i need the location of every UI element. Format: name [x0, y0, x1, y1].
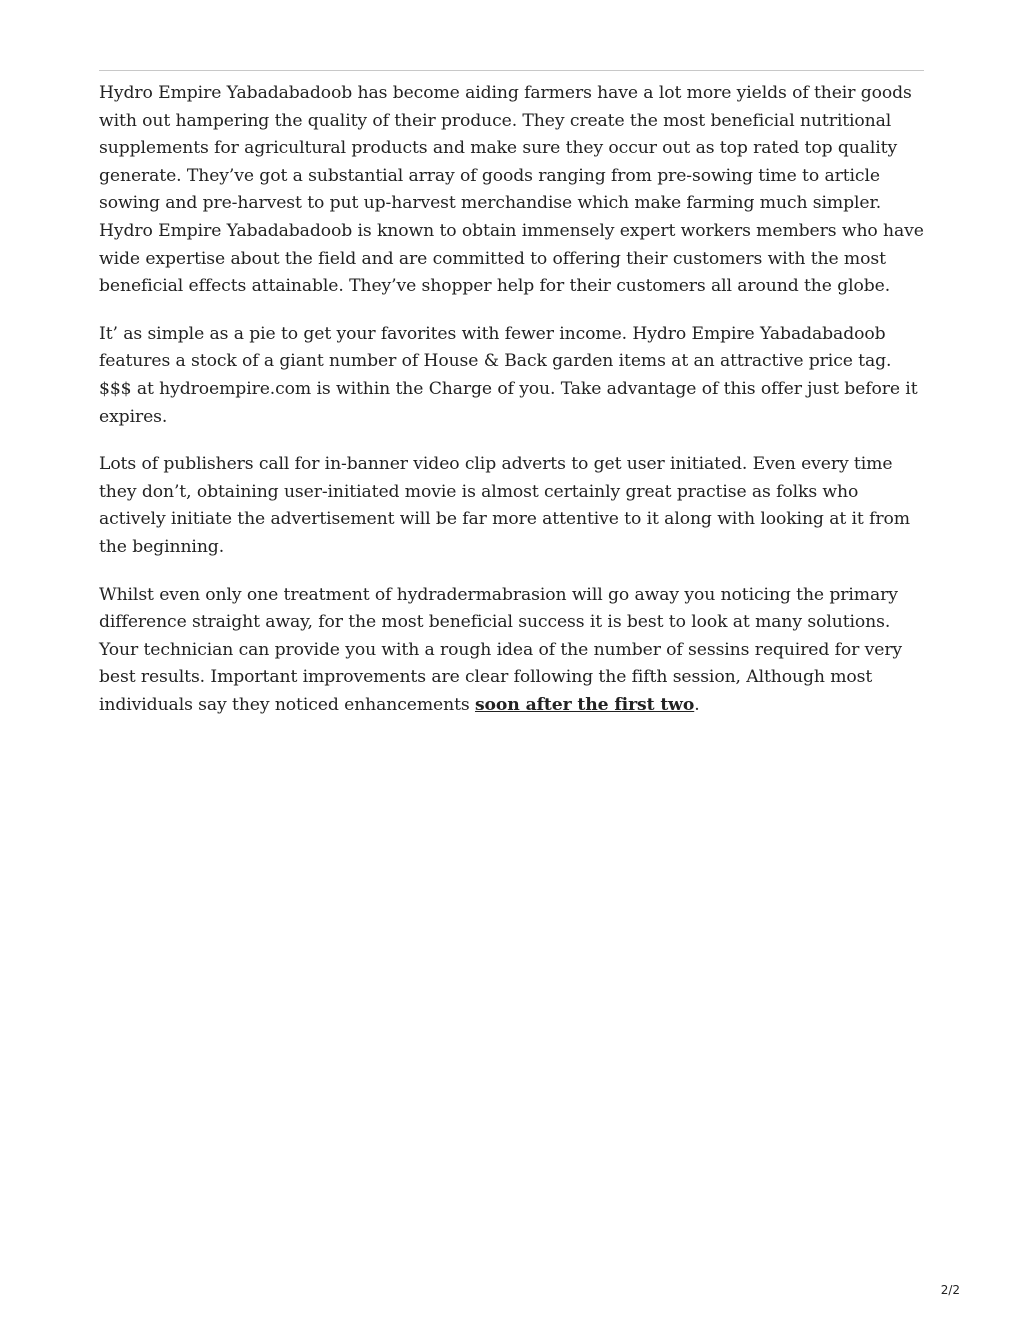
paragraph-1: Hydro Empire Yabadabadoob has become aiding farmers have a lot more yields of their goods with out hampering the quality of their produce. They create the most beneficial nutritional supplements for agricultural products and make sure they occur out as top rated top quality generate. They’ve got a substantial array of goods ranging from pre-sowing time to article sowing and pre-harvest to put up-harvest merchandise which make farming much simpler. Hydro Empire Yabadabadoob is known to obtain immensely expert workers members who have wide expertise about the field and are committed to offering their customers with the most beneficial effects attainable. They’ve shopper help for their customers all around the globe.	[99, 83, 924, 297]
paragraph-4-end: .	[694, 694, 700, 715]
page-number: 2/2	[940, 1283, 960, 1297]
paragraph-2: It’ as simple as a pie to get your favorites with fewer income. Hydro Empire Yabadabadoob features a stock of a giant number of House & Back garden items at an attractive price tag. $$$ at hydroempire.com is within the Charge of you. Take advantage of this offer just before it expires.	[99, 323, 918, 427]
inline-link[interactable]: soon after the first two	[474, 694, 695, 715]
paragraph-3: Lots of publishers call for in-banner video clip adverts to get user initiated. Even every time they don’t, obtaining user-initiated movie is almost certainly great practise as folks who actively initiate the advertisement will be far more attentive to it along with looking at it from the beginning.	[99, 454, 910, 557]
paragraph-4	[99, 582, 925, 720]
paragraph-4-text: Whilst even only one treatment of hydradermabrasion will go away you noticing the primary difference straight away, for the most beneficial success it is best to look at many solutions. Your technician can provide you with a rough idea of the number of sessins required for very best results. Important improvements are clear following the fifth session, Although most individuals say they noticed enhancements	[99, 584, 903, 715]
top-divider	[99, 70, 924, 71]
article-body	[99, 80, 925, 739]
